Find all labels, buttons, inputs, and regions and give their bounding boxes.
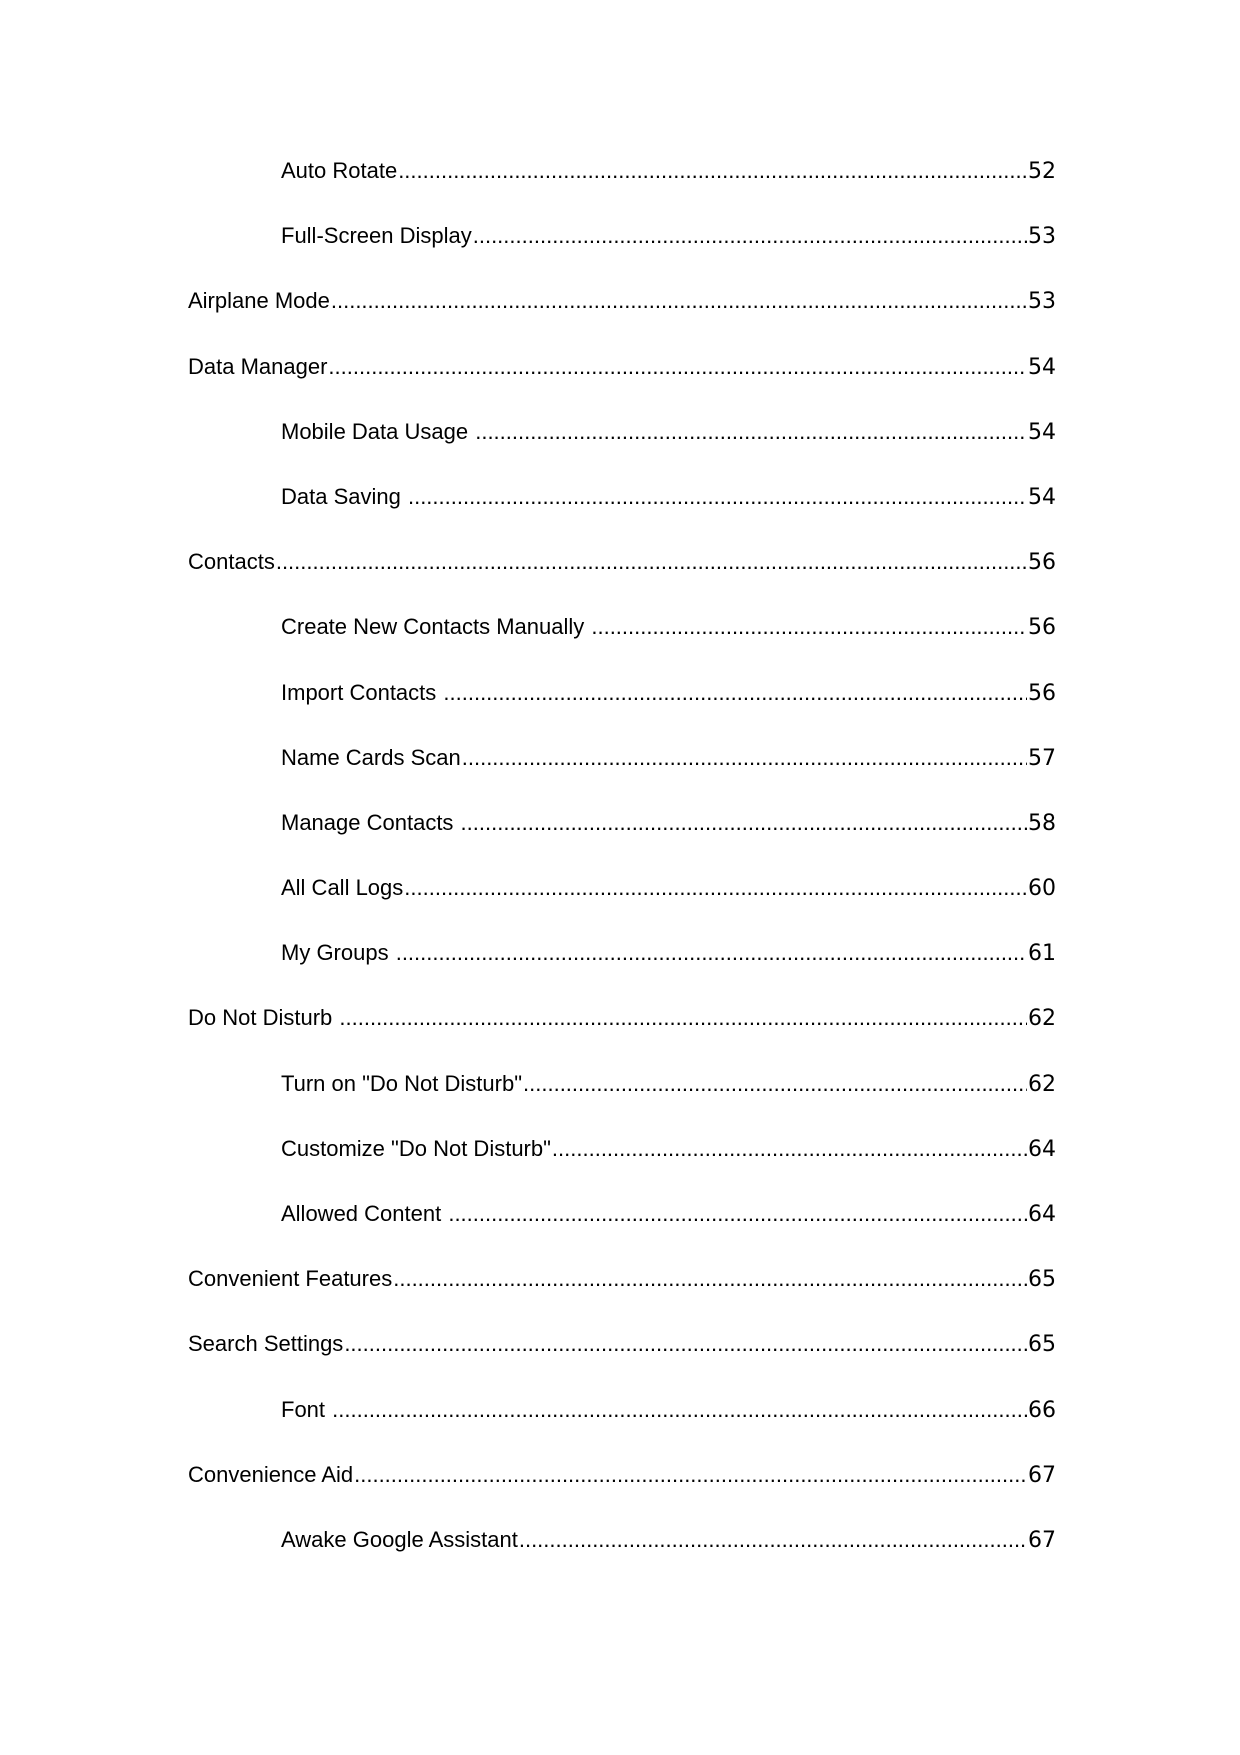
- dot-leader: [332, 1395, 1027, 1425]
- toc-entry-label: Data Manager: [188, 353, 328, 379]
- toc-entry-convenience-aid[interactable]: [188, 1460, 1056, 1525]
- table-of-contents: [188, 156, 1056, 1590]
- dot-leader: [473, 221, 1027, 251]
- toc-entry-awake-google-assistant[interactable]: [188, 1525, 1056, 1590]
- toc-entry-search-settings[interactable]: [188, 1329, 1056, 1394]
- dot-leader: [523, 1069, 1027, 1099]
- toc-entry-page: 62: [1028, 1071, 1056, 1097]
- dot-leader: [408, 482, 1027, 512]
- toc-entry-customize-do-not-disturb[interactable]: [188, 1134, 1056, 1199]
- toc-entry-label: Allowed Content: [281, 1201, 448, 1226]
- toc-entry-label: Full-Screen Display: [281, 223, 472, 249]
- toc-entry-page: 57: [1028, 745, 1056, 771]
- dot-leader: [461, 808, 1027, 838]
- toc-entry-page: 67: [1028, 1527, 1056, 1553]
- dot-leader: [393, 1264, 1027, 1294]
- toc-entry-full-screen-display[interactable]: [188, 221, 1056, 286]
- toc-entry-data-saving[interactable]: [188, 482, 1056, 547]
- toc-entry-label: Font: [281, 1396, 332, 1422]
- dot-leader: [344, 1329, 1027, 1359]
- toc-entry-label: Name Cards Scan: [281, 744, 461, 770]
- dot-leader: [443, 678, 1027, 708]
- toc-entry-page: 62: [1028, 1006, 1056, 1032]
- toc-entry-label: Import Contacts: [281, 679, 443, 705]
- toc-entry-label: Convenience Aid: [188, 1461, 354, 1487]
- toc-entry-page: 65: [1028, 1267, 1056, 1293]
- toc-entry-page: 56: [1028, 615, 1056, 641]
- toc-entry-page: 61: [1028, 941, 1056, 967]
- toc-entry-label: Create New Contacts Manually: [281, 614, 591, 640]
- dot-leader: [331, 286, 1027, 316]
- dot-leader: [519, 1525, 1027, 1555]
- toc-entry-page: 64: [1028, 1136, 1056, 1162]
- toc-entry-label: Turn on "Do Not Disturb": [281, 1070, 523, 1096]
- dot-leader: [339, 1003, 1027, 1033]
- dot-leader: [396, 938, 1027, 968]
- toc-entry-label: Data Saving: [281, 483, 407, 509]
- toc-entry-label: All Call Logs: [281, 875, 404, 901]
- toc-entry-page: 54: [1028, 419, 1056, 445]
- toc-entry-name-cards-scan[interactable]: [188, 743, 1056, 808]
- toc-entry-page: 58: [1028, 810, 1056, 836]
- toc-entry-page: 56: [1028, 550, 1056, 576]
- toc-entry-page: 54: [1028, 484, 1056, 510]
- dot-leader: [398, 156, 1027, 186]
- toc-entry-data-manager[interactable]: [188, 352, 1056, 417]
- toc-entry-label: Convenient Features: [188, 1266, 393, 1292]
- toc-entry-label: My Groups: [281, 940, 395, 966]
- toc-entry-page: 64: [1028, 1202, 1056, 1227]
- toc-entry-label: Auto Rotate: [281, 158, 398, 183]
- toc-entry-page: 52: [1028, 159, 1056, 184]
- toc-entry-page: 53: [1028, 289, 1056, 315]
- toc-entry-mobile-data-usage[interactable]: [188, 417, 1056, 482]
- toc-entry-my-groups[interactable]: [188, 938, 1056, 1003]
- toc-entry-label: Mobile Data Usage: [281, 418, 475, 444]
- toc-entry-page: 60: [1028, 876, 1056, 902]
- toc-entry-label: Customize "Do Not Disturb": [281, 1135, 551, 1161]
- toc-entry-label: Contacts: [188, 549, 275, 575]
- toc-entry-turn-on-do-not-disturb[interactable]: [188, 1069, 1056, 1134]
- dot-leader: [552, 1134, 1027, 1164]
- toc-entry-convenient-features[interactable]: [188, 1264, 1056, 1329]
- dot-leader: [448, 1199, 1027, 1229]
- toc-entry-manage-contacts[interactable]: [188, 808, 1056, 873]
- toc-entry-label: Manage Contacts: [281, 809, 460, 835]
- toc-entry-page: 66: [1028, 1397, 1056, 1423]
- dot-leader: [404, 873, 1027, 903]
- dot-leader: [591, 612, 1027, 642]
- toc-entry-page: 56: [1028, 680, 1056, 706]
- toc-entry-all-call-logs[interactable]: [188, 873, 1056, 938]
- dot-leader: [354, 1460, 1027, 1490]
- toc-entry-airplane-mode[interactable]: [188, 286, 1056, 351]
- toc-entry-auto-rotate[interactable]: [188, 156, 1056, 221]
- dot-leader: [276, 547, 1027, 577]
- toc-entry-do-not-disturb[interactable]: [188, 1003, 1056, 1068]
- dot-leader: [328, 352, 1027, 382]
- dot-leader: [462, 743, 1027, 773]
- dot-leader: [475, 417, 1027, 447]
- toc-entry-page: 53: [1028, 224, 1056, 250]
- toc-entry-page: 65: [1028, 1332, 1056, 1358]
- toc-entry-font[interactable]: [188, 1395, 1056, 1460]
- toc-entry-label: Awake Google Assistant: [281, 1526, 518, 1552]
- toc-entry-page: 67: [1028, 1462, 1056, 1488]
- toc-entry-label: Airplane Mode: [188, 288, 330, 314]
- toc-entry-create-new-contacts-manually[interactable]: [188, 612, 1056, 677]
- toc-entry-contacts[interactable]: [188, 547, 1056, 612]
- toc-entry-import-contacts[interactable]: [188, 678, 1056, 743]
- toc-entry-page: 54: [1028, 354, 1056, 380]
- toc-entry-label: Do Not Disturb: [188, 1005, 339, 1031]
- toc-entry-allowed-content[interactable]: [188, 1199, 1056, 1264]
- toc-entry-label: Search Settings: [188, 1331, 344, 1357]
